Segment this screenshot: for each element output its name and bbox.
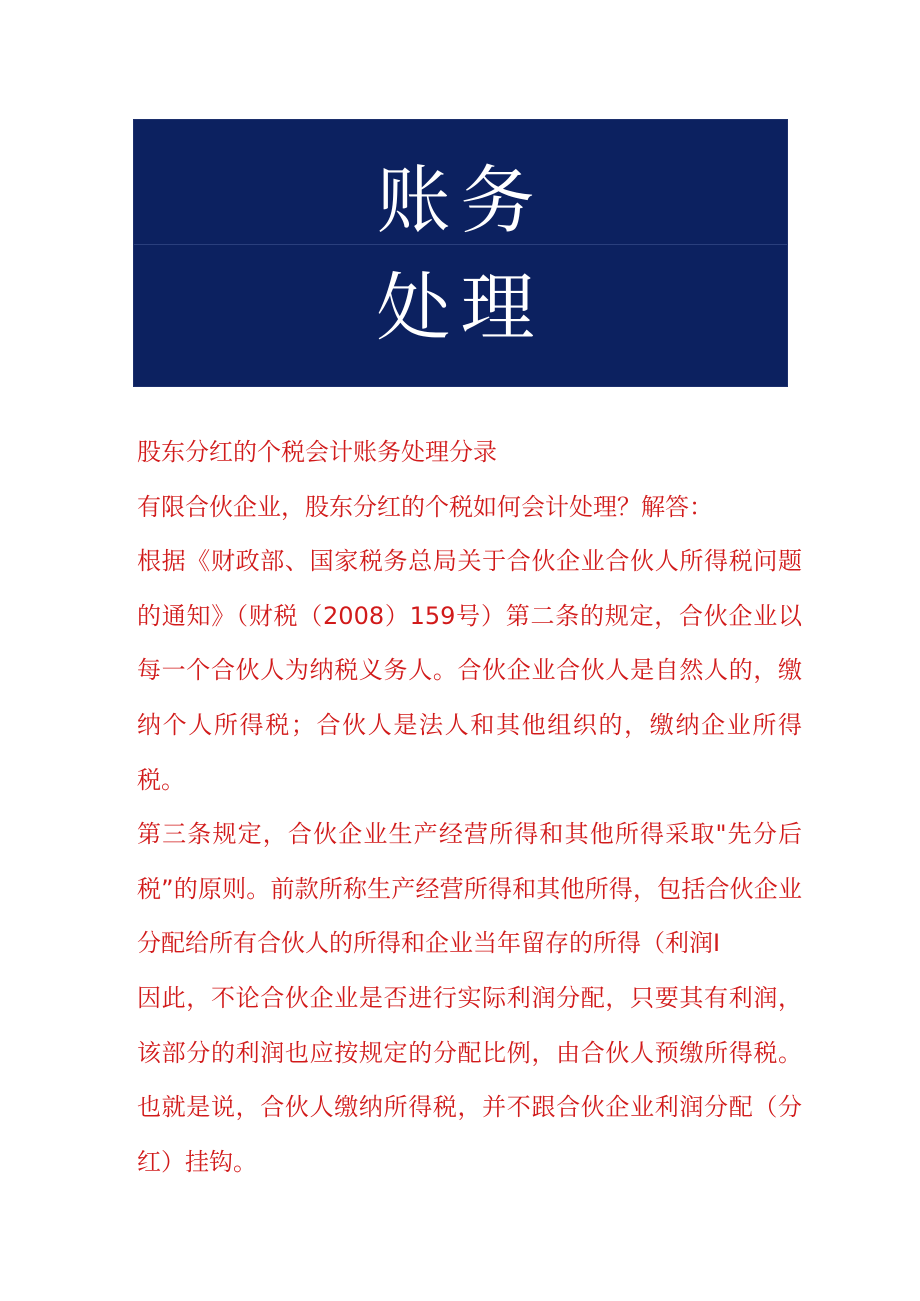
article-paragraph: 根据《财政部、国家税务总局关于合伙企业合伙人所得税问题的通知》（财税（2008）159号）第二条的规定，合伙企业以每一个合伙人为纳税义务人。合伙企业合伙人是自然人的，缴纳个人所得税；合伙人是法人和其他组织的，缴纳企业所得税。 <box>137 547 802 794</box>
article-paragraph: 因此，不论合伙企业是否进行实际利润分配，只要其有利润，该部分的利润也应按规定的分配比例，由合伙人预缴所得税。也就是说，合伙人缴纳所得税，并不跟合伙企业利润分配（分红）挂钩。 <box>137 983 802 1176</box>
article-paragraph: 第三条规定，合伙企业生产经营所得和其他所得采取"先分后税”的原则。前款所称生产经营所得和其他所得，包括合伙企业分配给所有合伙人的所得和企业当年留存的所得（利润I <box>137 820 802 958</box>
banner-divider <box>134 244 787 245</box>
banner-title-line-1: 账务 <box>376 158 545 244</box>
title-banner <box>133 119 788 387</box>
article-heading: 股东分红的个税会计账务处理分录 <box>137 438 497 466</box>
banner-title-line-2: 处理 <box>376 265 545 351</box>
article-question: 有限合伙企业，股东分红的个税如何会计处理？解答： <box>137 492 713 521</box>
article-body <box>137 425 802 1189</box>
